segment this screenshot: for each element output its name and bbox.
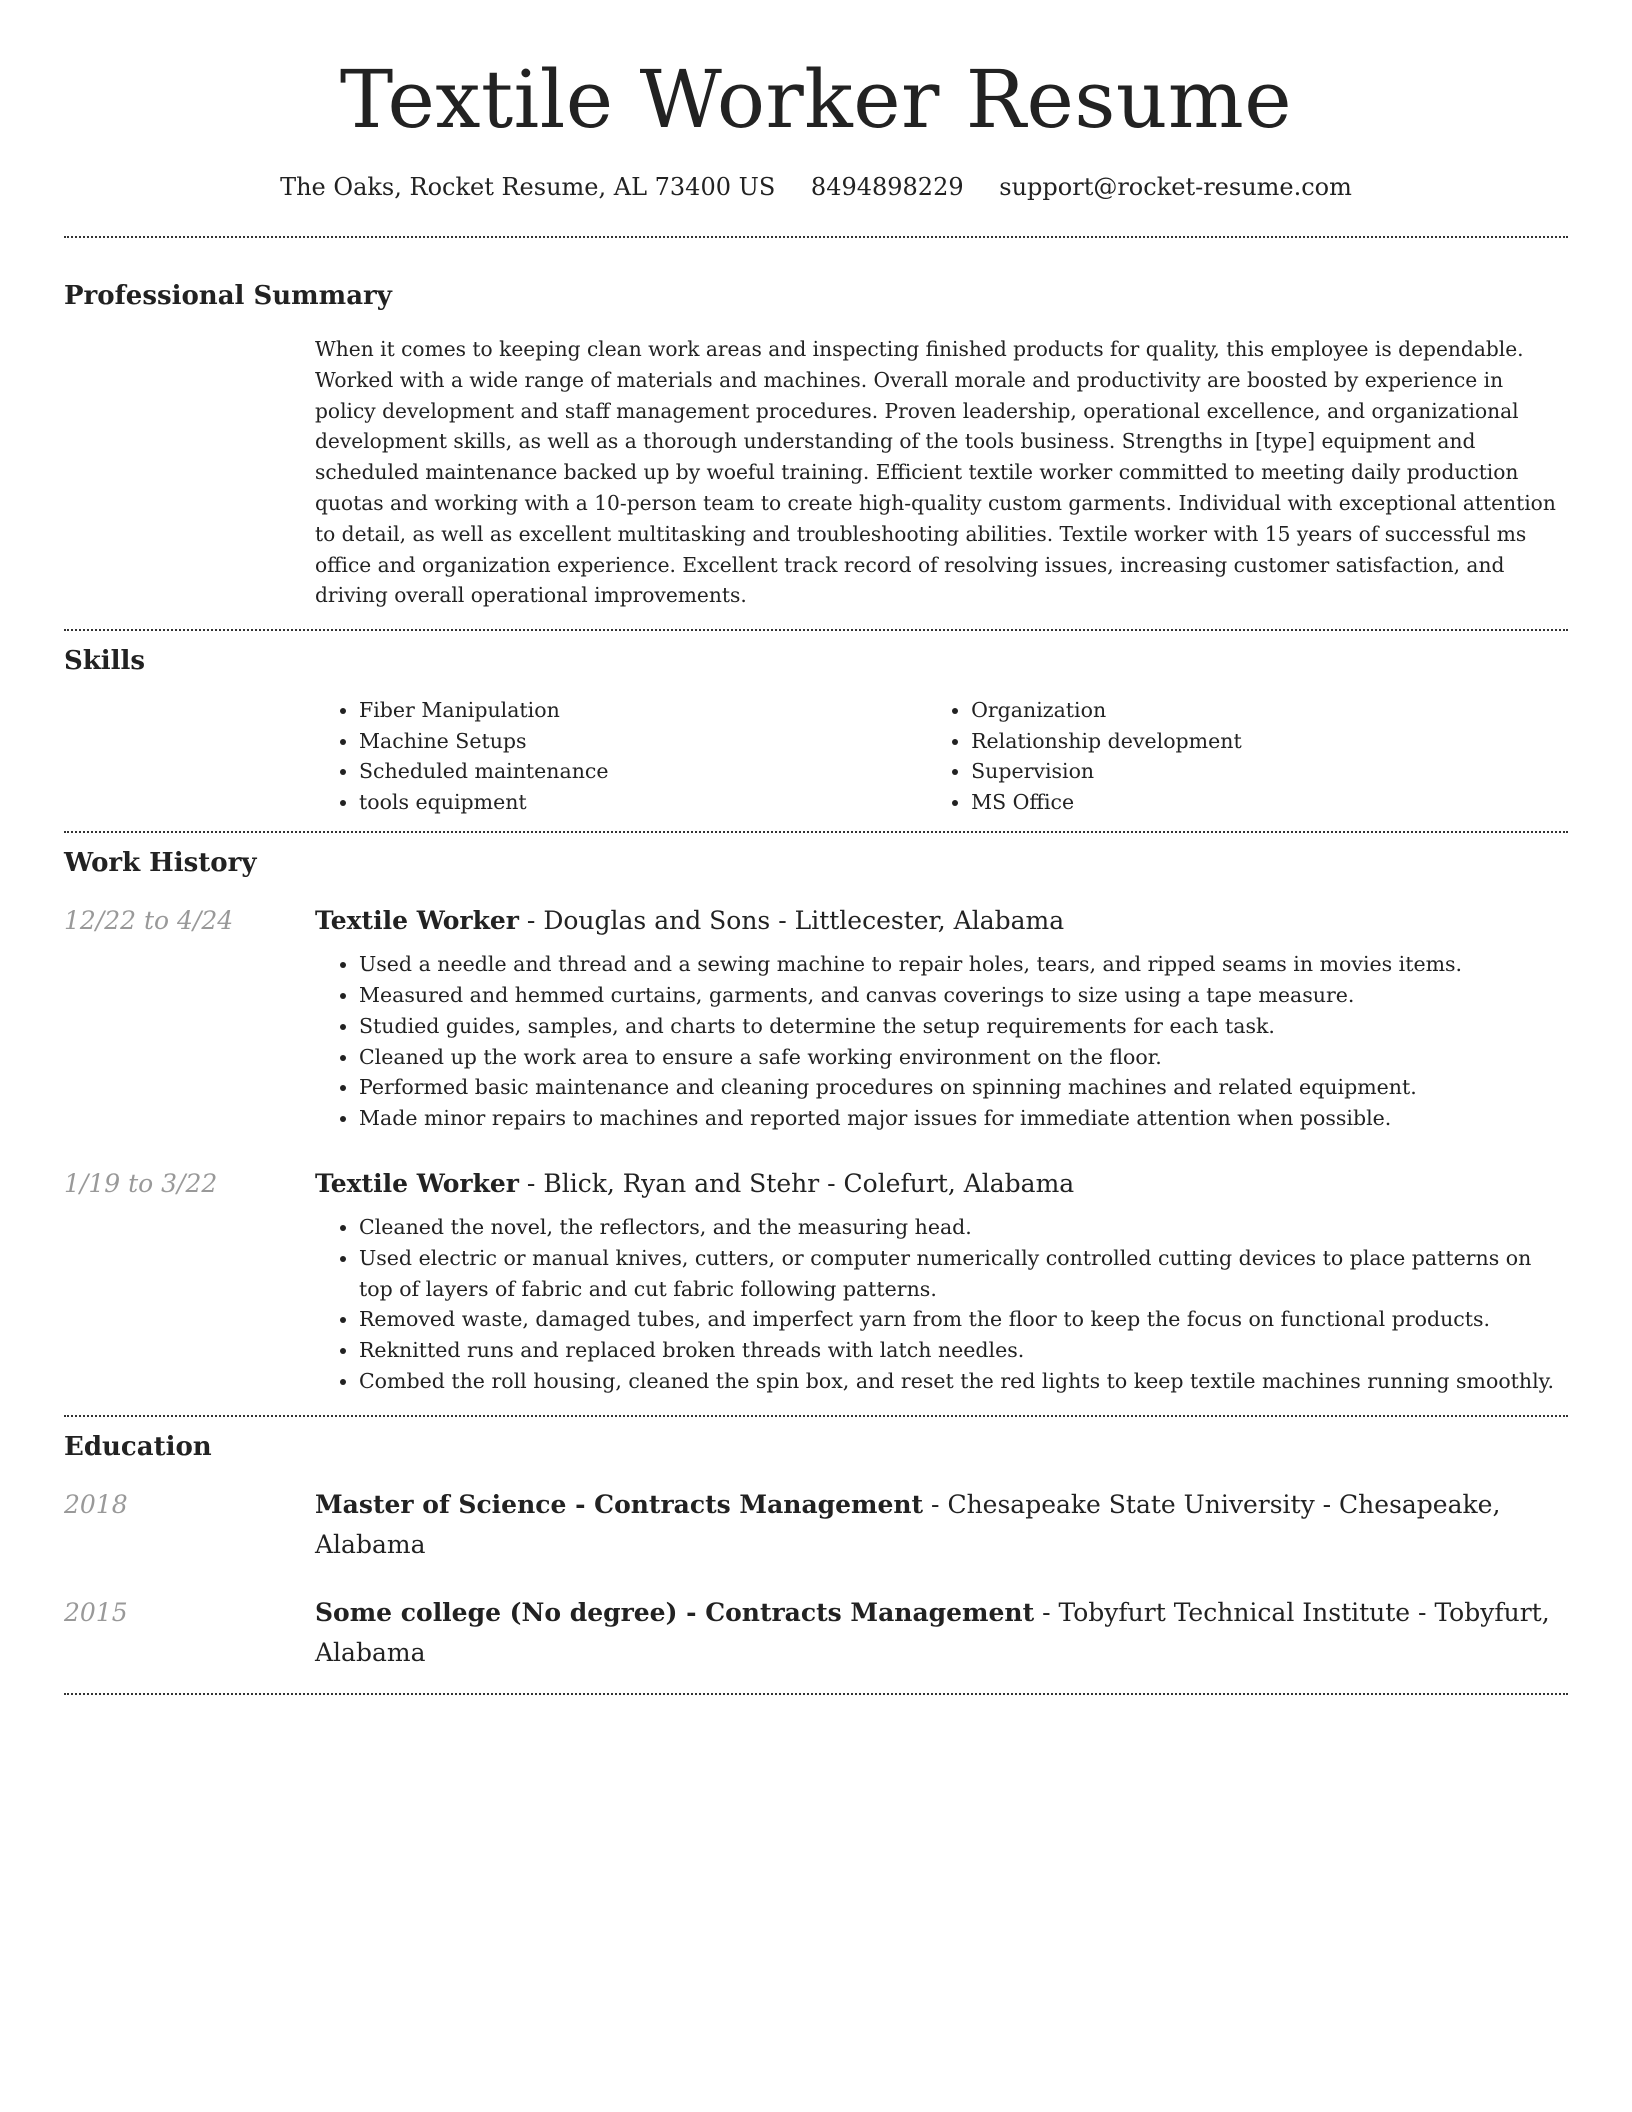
skill-item: • MS Office [971, 787, 1568, 818]
skill-item: • Machine Setups [359, 726, 927, 757]
job-bullet: • Cleaned the novel, the reflectors, and the measuring head. [359, 1212, 1568, 1243]
job-bullets [315, 949, 1568, 1134]
skill-item: • Scheduled maintenance [359, 756, 927, 787]
job-details: - Blick, Ryan and Stehr - Colefurt, Alabama [518, 1168, 1075, 1198]
education-entry [64, 1593, 1568, 1673]
education-section [64, 1429, 1568, 1673]
education-details: - Chesapeake State University - Chesapeake, Alabama [315, 1489, 1501, 1559]
skill-item: • tools equipment [359, 787, 927, 818]
education-year: 2015 [64, 1597, 128, 1627]
job-bullet: • Made minor repairs to machines and reported major issues for immediate attention when possible. [359, 1103, 1568, 1134]
education-degree: Some college (No degree) - Contracts Management [315, 1597, 1035, 1627]
job-main [315, 1164, 1568, 1415]
job-bullet: • Used electric or manual knives, cutters, or computer numerically controlled cutting devices to place patterns on top of layers of fabric and cut fabric following patterns. [359, 1243, 1568, 1305]
job-role: Textile Worker [315, 906, 519, 936]
summary-section [64, 278, 1568, 611]
job-dates: 12/22 to 4/24 [64, 906, 234, 936]
job-bullet: • Performed basic maintenance and cleaning procedures on spinning machines and related equipment. [359, 1072, 1568, 1103]
summary-text: When it comes to keeping clean work areas and inspecting finished products for quality, this employee is dependable. Worked with a wide range of materials and machines. Overall morale and productivity are boosted by experience in policy development and staff management procedures. Proven leadership, operational excellence, and organizational development skills, as well as a thorough understanding of the tools business. Strengths in [type] equipment and scheduled maintenance backed up by woeful training. Efficient textile worker committed to meeting daily production quotas and working with a 10-person team to create high-quality custom garments. Individual with exceptional attention to detail, as well as excellent multitasking and troubleshooting abilities. Textile worker with 15 years of successful ms office and organization experience. Excellent track record of resolving issues, increasing customer satisfaction, and driving overall operational improvements. [315, 337, 1556, 608]
job-main [315, 901, 1568, 1134]
skill-item: • Supervision [971, 756, 1568, 787]
job-entry [64, 1164, 1568, 1415]
job-role: Textile Worker [315, 1168, 519, 1198]
divider [64, 1415, 1568, 1417]
work-heading: Work History [64, 848, 257, 879]
job-bullet: • Cleaned up the work area to ensure a safe working environment on the floor. [359, 1042, 1568, 1073]
contact-line [64, 170, 1568, 204]
skills-heading: Skills [64, 646, 146, 677]
job-bullet: • Studied guides, samples, and charts to determine the setup requirements for each task. [359, 1011, 1568, 1042]
job-header [315, 901, 1568, 941]
job-bullet: • Measured and hemmed curtains, garments, and canvas coverings to size using a tape measure. [359, 980, 1568, 1011]
skills-section [64, 643, 1568, 817]
summary-heading: Professional Summary [64, 281, 392, 311]
skills-grid [315, 695, 1568, 817]
job-entry [64, 901, 1568, 1134]
job-details: - Douglas and Sons - Littlecester, Alabama [518, 906, 1065, 936]
divider [64, 1693, 1568, 1695]
skill-item: • Relationship development [971, 726, 1568, 757]
divider [64, 629, 1568, 631]
job-bullet: • Used a needle and thread and a sewing machine to repair holes, tears, and ripped seams in movies items. [359, 949, 1568, 980]
resume-page [64, 0, 1568, 1695]
contact-phone: 8494898229 [810, 173, 964, 201]
job-header [315, 1164, 1568, 1204]
education-details: - Tobyfurt Technical Institute - Tobyfurt, Alabama [315, 1597, 1550, 1667]
job-bullets [315, 1212, 1568, 1397]
job-bullet: • Removed waste, damaged tubes, and imperfect yarn from the floor to keep the focus on functional products. [359, 1304, 1568, 1335]
skills-list-right [927, 695, 1568, 817]
skill-item: • Fiber Manipulation [359, 695, 927, 726]
job-dates: 1/19 to 3/22 [64, 1168, 218, 1198]
job-bullet: • Combed the roll housing, cleaned the spin box, and reset the red lights to keep textile machines running smoothly. [359, 1366, 1568, 1397]
education-text [315, 1485, 1568, 1565]
divider [64, 236, 1568, 238]
resume-title: Textile Worker Resume [339, 53, 1293, 146]
education-text [315, 1593, 1568, 1673]
job-bullet: • Reknitted runs and replaced broken threads with latch needles. [359, 1335, 1568, 1366]
divider [64, 831, 1568, 833]
education-degree: Master of Science - Contracts Management [315, 1489, 924, 1519]
work-section [64, 845, 1568, 1415]
education-entry [64, 1485, 1568, 1565]
contact-address: The Oaks, Rocket Resume, AL 73400 US [280, 173, 776, 201]
education-heading: Education [64, 1431, 212, 1462]
education-year: 2018 [64, 1489, 128, 1519]
contact-email: support@rocket-resume.com [999, 173, 1352, 201]
skills-list-left [315, 695, 927, 817]
skill-item: • Organization [971, 695, 1568, 726]
